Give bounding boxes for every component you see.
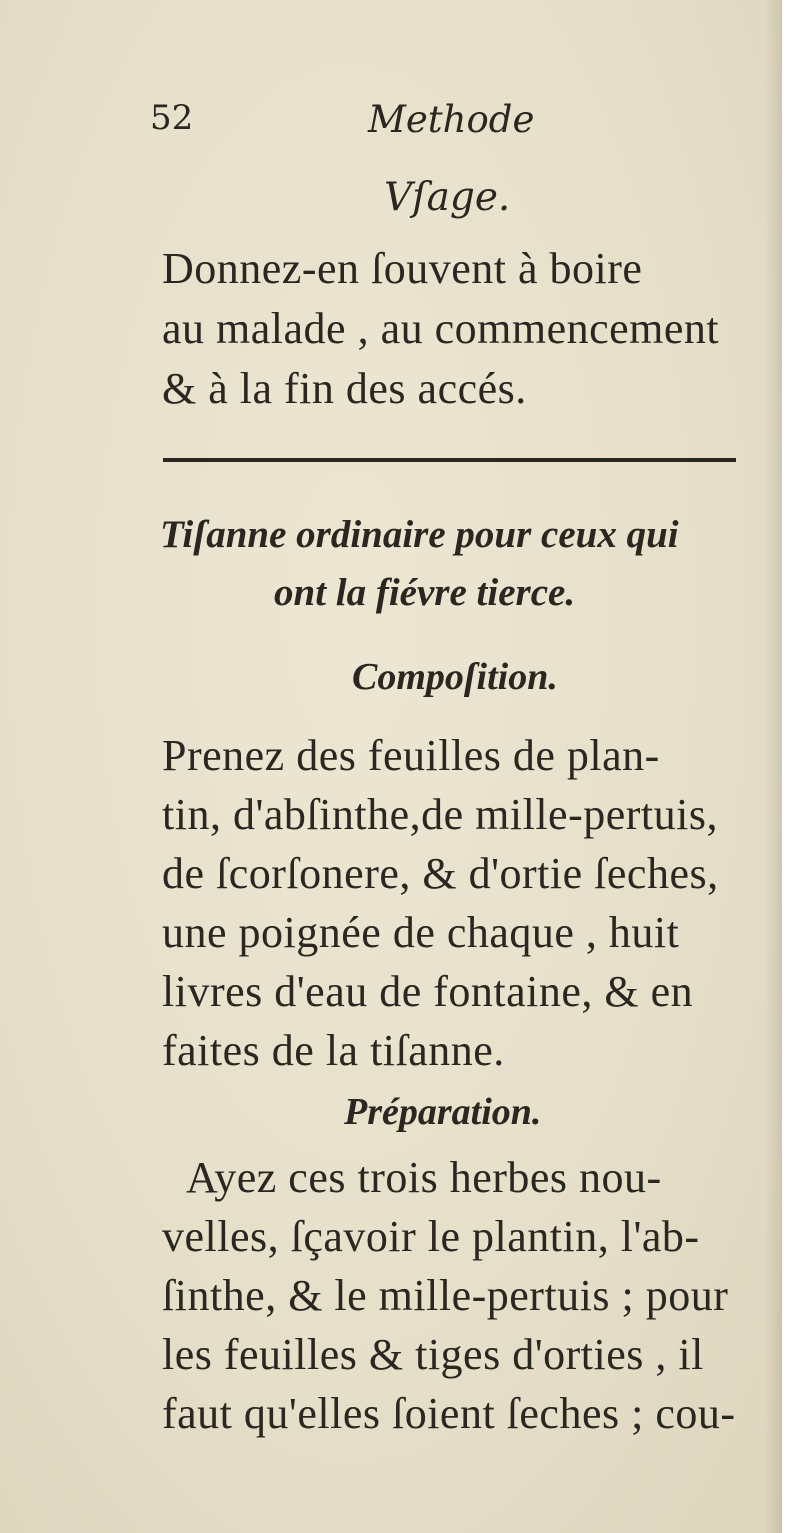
usage-line: & à la fin des accés. (162, 364, 527, 413)
usage-line: Donnez-en ſouvent à boire (162, 244, 643, 293)
recipe-title-line: ont la fiévre tierce. (274, 571, 576, 614)
preparation-line: ſinthe, & le mille-pertuis ; pour (162, 1271, 729, 1320)
composition-line: une poignée de chaque , huit (162, 908, 680, 957)
preparation-line: les feuilles & tiges d'orties , il (162, 1330, 704, 1379)
preparation-line: Ayez ces trois herbes nou- (186, 1153, 662, 1202)
recipe-title-line: Tiſanne ordinaire pour ceux qui (160, 513, 679, 556)
usage-heading: Vſage. (384, 175, 511, 220)
composition-heading: Compoſition. (352, 656, 558, 698)
preparation-heading: Préparation. (344, 1091, 542, 1133)
page-number: 52 (150, 98, 194, 138)
preparation-line: velles, ſçavoir le plantin, l'ab- (162, 1212, 700, 1261)
composition-line: Prenez des feuilles de plan- (162, 731, 660, 780)
composition-line: de ſcorſonere, & d'ortie ſeches, (162, 849, 719, 898)
page-edge-shadow (764, 0, 782, 1533)
composition-line: faites de la tiſanne. (162, 1026, 505, 1075)
usage-line: au malade , au commencement (162, 304, 720, 353)
preparation-line: faut qu'elles ſoient ſeches ; cou- (162, 1389, 736, 1438)
composition-line: livres d'eau de fontaine, & en (162, 967, 694, 1016)
composition-line: tin, d'abſinthe,de mille-pertuis, (162, 790, 718, 839)
running-title: Methode (368, 98, 535, 141)
section-divider (163, 458, 736, 462)
